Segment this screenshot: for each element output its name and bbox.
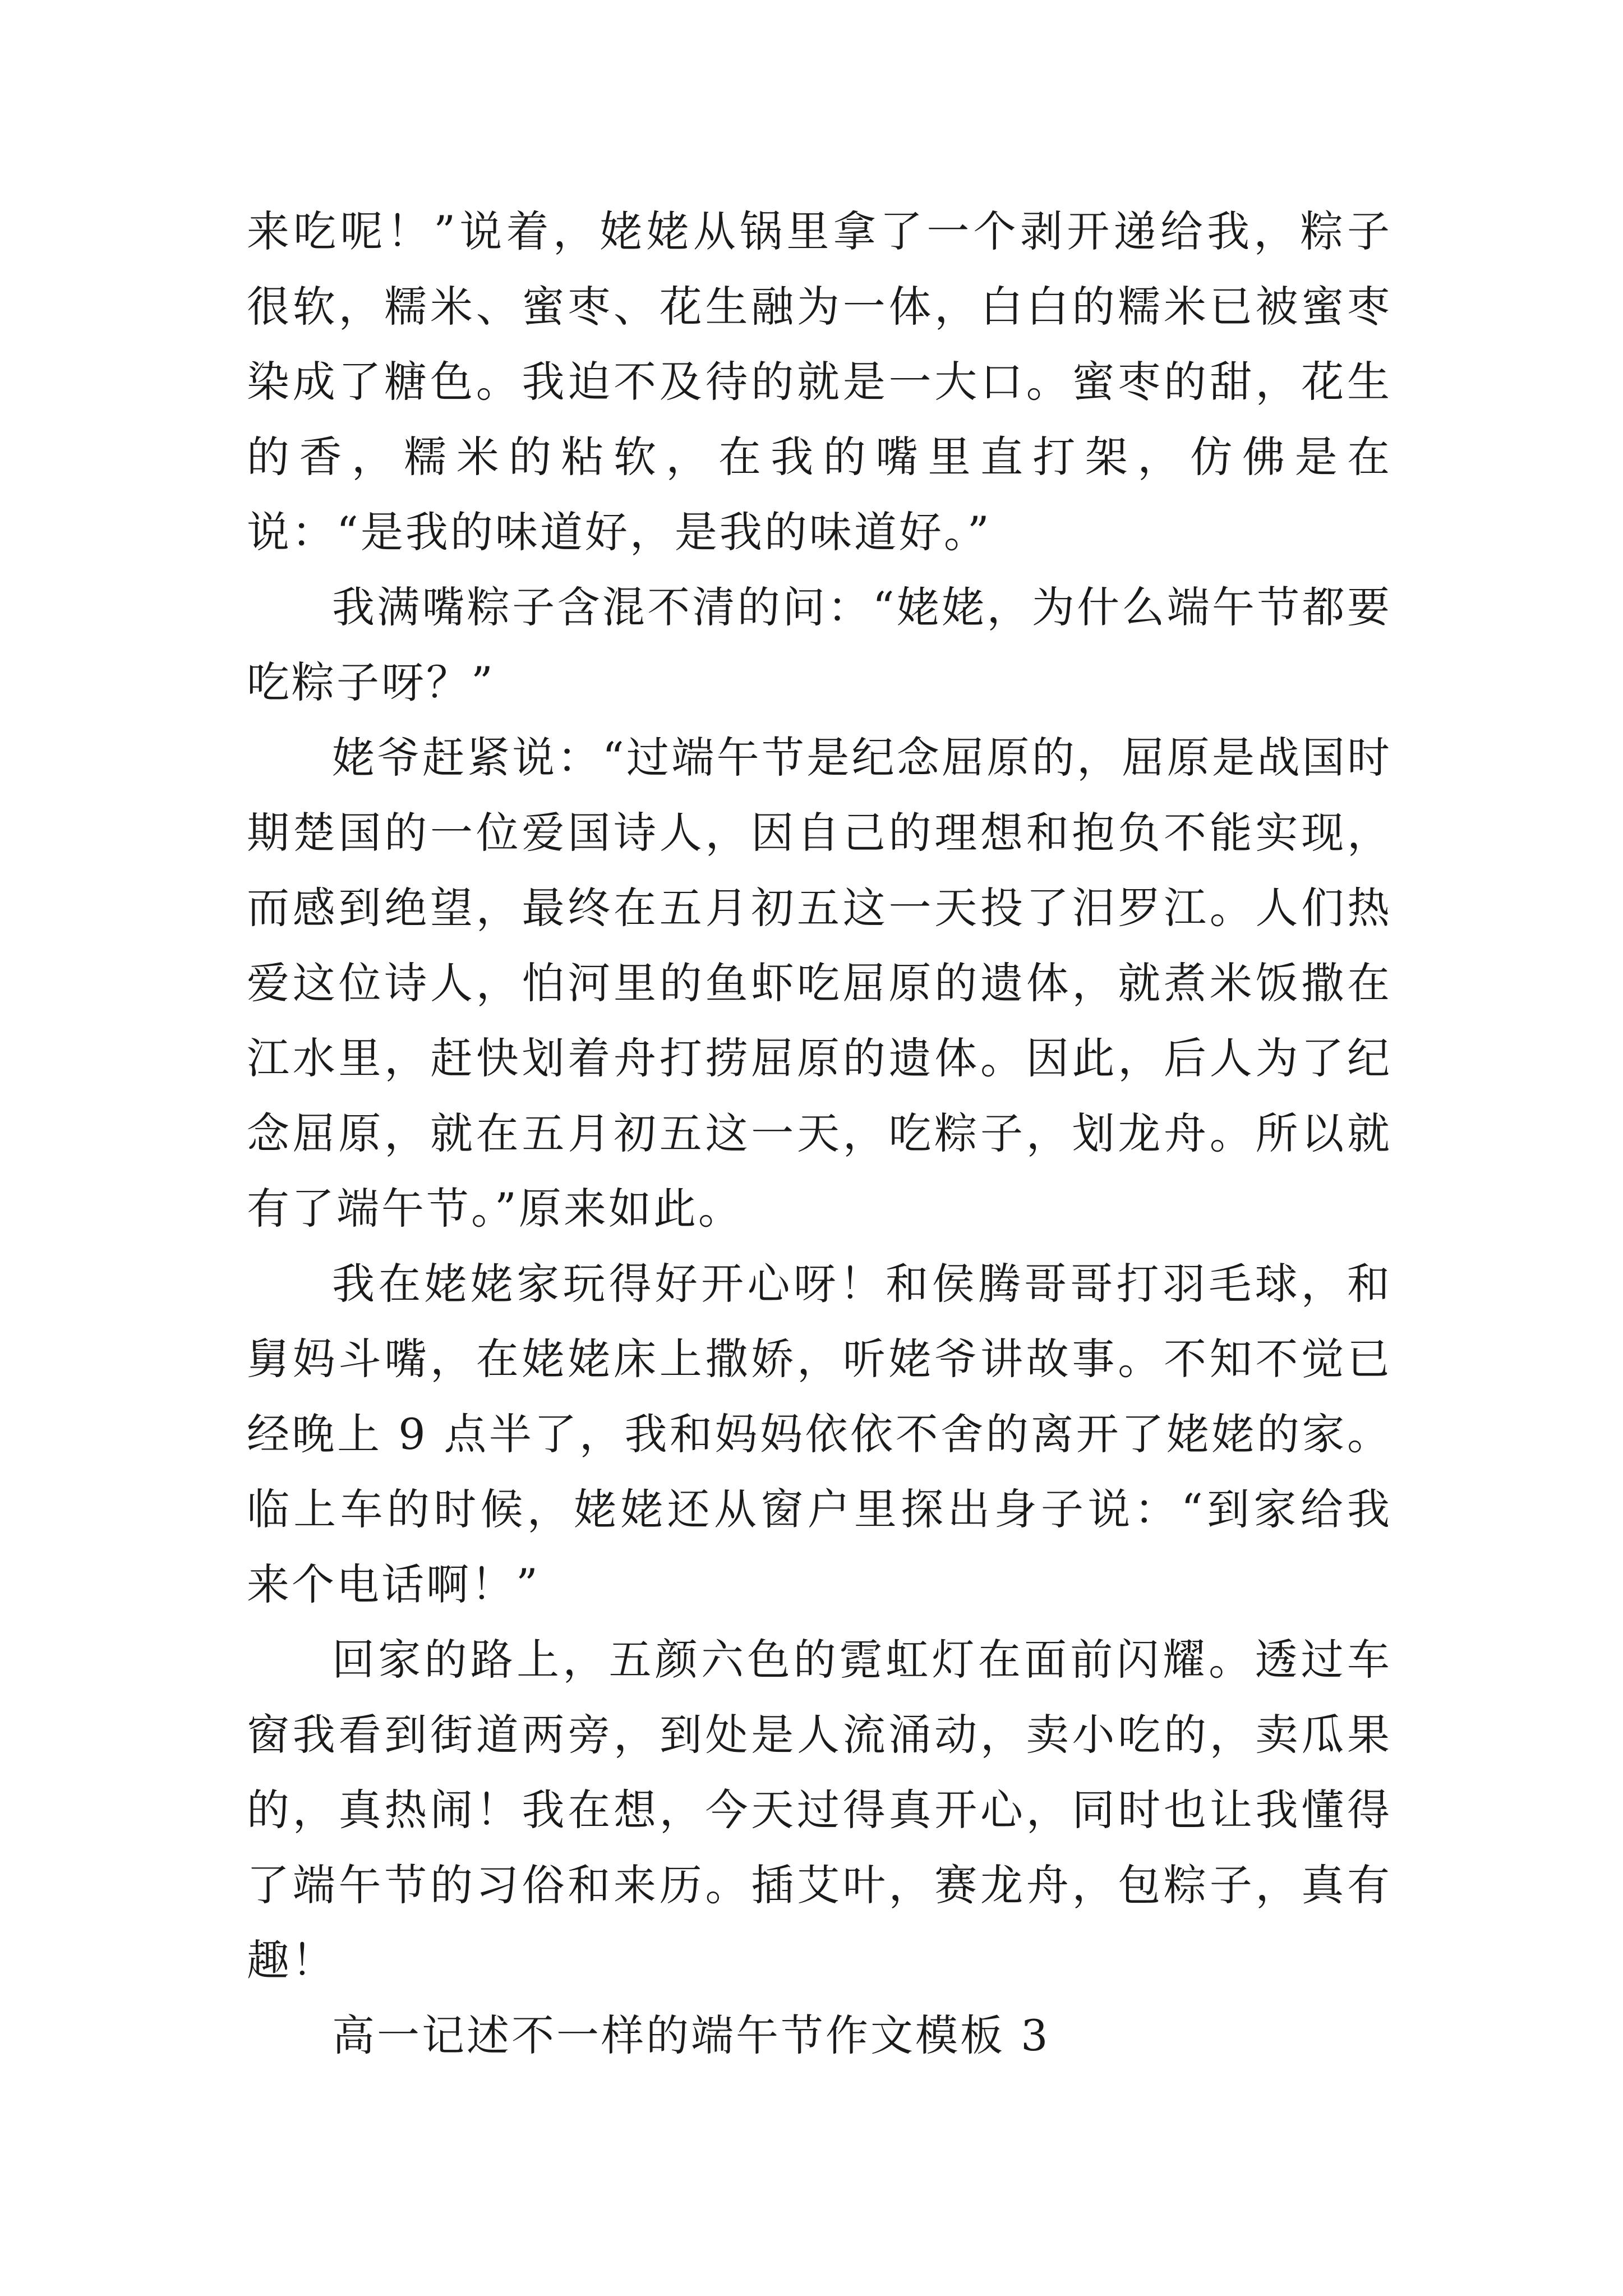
paragraph-continuation: 来吃呢！”说着，姥姥从锅里拿了一个剥开递给我，粽子很软，糯米、蜜枣、花生融为一体，白白的糯米已被蜜枣染成了糖色。我迫不及待的就是一大口。蜜枣的甜，花生的香，糯米的粘软，在我的嘴里直打架，仿佛是在说：“是我的味道好，是我的味道好。” <box>247 206 1392 557</box>
section-heading: 高一记述不一样的端午节作文模板 3 <box>332 2010 1050 2060</box>
document-body <box>247 194 1392 2073</box>
paragraph-question: 我满嘴粽子含混不清的问：“姥姥，为什么端午节都要吃粽子呀？” <box>247 582 1392 707</box>
paragraph-explanation: 姥爷赶紧说：“过端午节是纪念屈原的，屈原是战国时期楚国的一位爱国诗人，因自己的理想和抱负不能实现，而感到绝望，最终在五月初五这一天投了汨罗江。人们热爱这位诗人，怕河里的鱼虾吃屈原的遗体，就煮米饭撒在江水里，赶快划着舟打捞屈原的遗体。因此，后人为了纪念屈原，就在五月初五这一天，吃粽子，划龙舟。所以就有了端午节。”原来如此。 <box>247 733 1392 1234</box>
paragraph-fun-at-grandma: 我在姥姥家玩得好开心呀！和侯腾哥哥打羽毛球，和舅妈斗嘴，在姥姥床上撒娇，听姥爷讲故事。不知不觉已经晚上 9 点半了，我和妈妈依依不舍的离开了姥姥的家。临上车的时候，姥姥还从窗户里探出身子说：“到家给我来个电话啊！” <box>247 1259 1392 1609</box>
paragraph-way-home: 回家的路上，五颜六色的霓虹灯在面前闪耀。透过车窗我看到街道两旁，到处是人流涌动，卖小吃的，卖瓜果的，真热闹！我在想，今天过得真开心，同时也让我懂得了端午节的习俗和来历。插艾叶，赛龙舟，包粽子，真有趣！ <box>247 1635 1392 1985</box>
